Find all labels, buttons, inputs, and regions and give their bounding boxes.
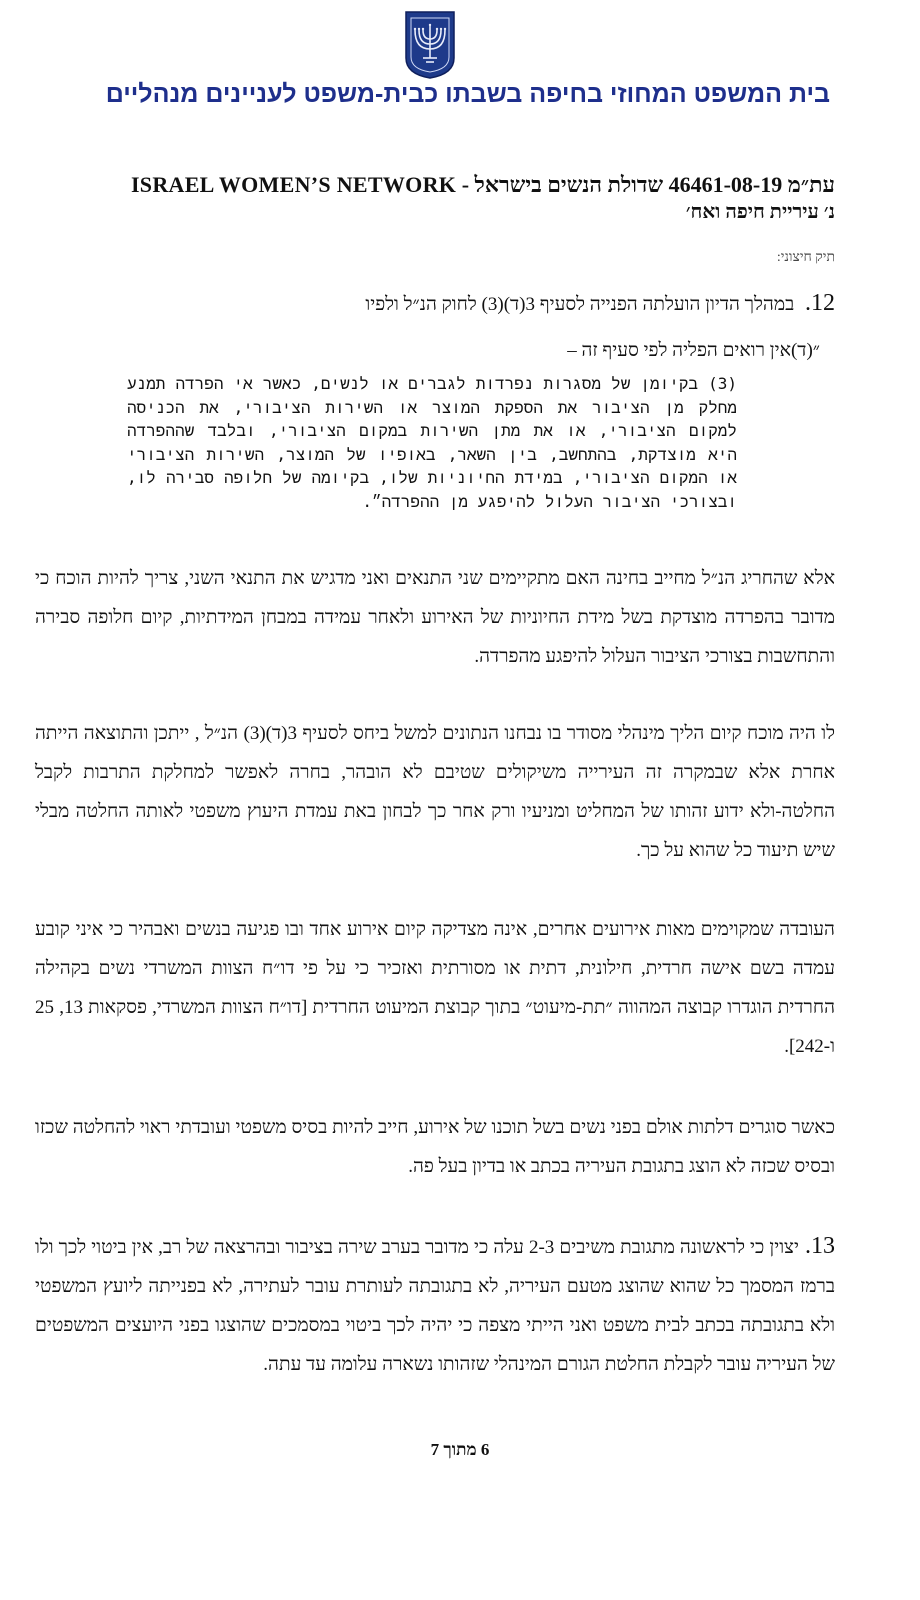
quote-intro: ״(ד)אין רואים הפליה לפי סעיף זה – [567,340,820,361]
paragraph-12-intro [35,290,835,317]
paragraph-block: העובדה שמקוימים מאות אירועים אחרים, אינה מצדיקה קיום אירוע אחד ובו פגיעה בנשים ואבהיר כי איני קובע עמדה בשם אישה חרדית, חילונית, דתית או מסורתית ואזכיר כי על פי דו״ח הצוות המשרדי נשים בקהילה החרדית הוגדרו קבוצה המהווה ״תת-מיעוט״ בתוך קבוצת המיעוט החרדית [דו״ח הצוות המשרדי, פסקאות 13, 25 ו-242]. [35,919,835,1057]
court-title: בית המשפט המחוזי בחיפה בשבתו כבית-משפט לעניינים מנהליים [105,80,830,108]
paragraph-13 [35,1227,835,1384]
case-respondents: נ׳ עיריית חיפה ואח׳ [685,201,835,223]
paragraph-text: במהלך הדיון הועלתה הפנייה לסעיף 3(ד)(3) לחוק הנ״ל ולפיו [365,294,795,315]
paragraph-number: 13. [805,1233,835,1259]
paragraph-text: יצוין כי לראשונה מתגובת משיבים 2-3 עלה כי מדובר בערב שירה בציבור ובהרצאה של רב, אין ביטוי לכך ולו ברמז המסמך כל שהוא שהוצג מטעם העיריה, לא בתגובתה לעותרת עובר לעתירה, לא בפנייתה ליועץ המשפטי ולא בתגובתה בכתב לבית משפט ואני הייתי מצפה כי יהיה לכך ביטוי במסמכים שהוצגו בפני היועצים המשפטים של העיריה עובר לקבלת החלטת הגורם המינהלי שזהותו נשארה עלומה עד עתה. [35,1237,835,1375]
paragraph-block: אלא שהחריג הנ״ל מחייב בחינה האם מתקיימים שני התנאים ואני מדגיש את התנאי השני, צריך להיות הוכח כי מדובר בהפרדה מוצדקת בשל מידת החיוניות של האירוע ולאחר עמידה במבחן המידתיות, קיום חלופה סבירה והתחשבות בצורכי הציבור העלול להיפגע מהפרדה. [35,568,835,667]
paragraph-block: לו היה מוכח קיום הליך מינהלי מסודר בו נבחנו הנתונים למשל ביחס לסעיף 3(ד)(3) הנ״ל , ייתכן והתוצאה הייתה אחרת אלא שבמקרה זה העירייה משיקולים שטיבם לא הובהר, בחרה לאפשר למחלקת התרבות לקבל החלטה-ולא ידוע זהותו של המחליט ומניעיו ורק אחר כך לבחון באת עמדת היעוץ משפטי לאותה החלטה מבלי שיש תיעוד כל שהוא על כך. [35,723,835,861]
quoted-law-section: (3) בקיומן של מסגרות נפרדות לגברים או לנשים, כאשר אי הפרדה תמנע מחלק מן הציבור את הספקת המוצר או השירות הציבורי, את הכניסה למקום הציבורי, או את מתן השירות במקום הציבורי, ובלבד שההפרדה היא מוצדקת, בהתחשב, בין השאר, באופיו של המוצר, השירות הציבורי או המקום הציבורי, במידת החיוניות שלו, בקיומה של חלופה סבירה לו, ובצורכי הציבור העלול להיפגע מן ההפרדה״. [127,374,737,511]
state-emblem-menorah-icon [402,8,458,80]
paragraph-block: כאשר סוגרים דלתות אולם בפני נשים בשל תוכנו של אירוע, חייב להיות בסיס משפטי ועובדתי ראוי להחלטה שכזו ובסיס שכזה לא הוצג בתגובת העיריה בכתב או בדיון בעל פה. [35,1117,835,1177]
page-number: 6 מתוך 7 [430,1440,490,1459]
case-caption-hebrew: עת״מ 46461-08-19 שדולת הנשים בישראל - [461,172,835,197]
case-caption [35,172,835,198]
paragraph-number: 12. [805,290,835,316]
external-file-label: תיק חיצוני: [776,250,835,265]
case-caption-english: ISRAEL WOMEN’S NETWORK [130,172,457,197]
